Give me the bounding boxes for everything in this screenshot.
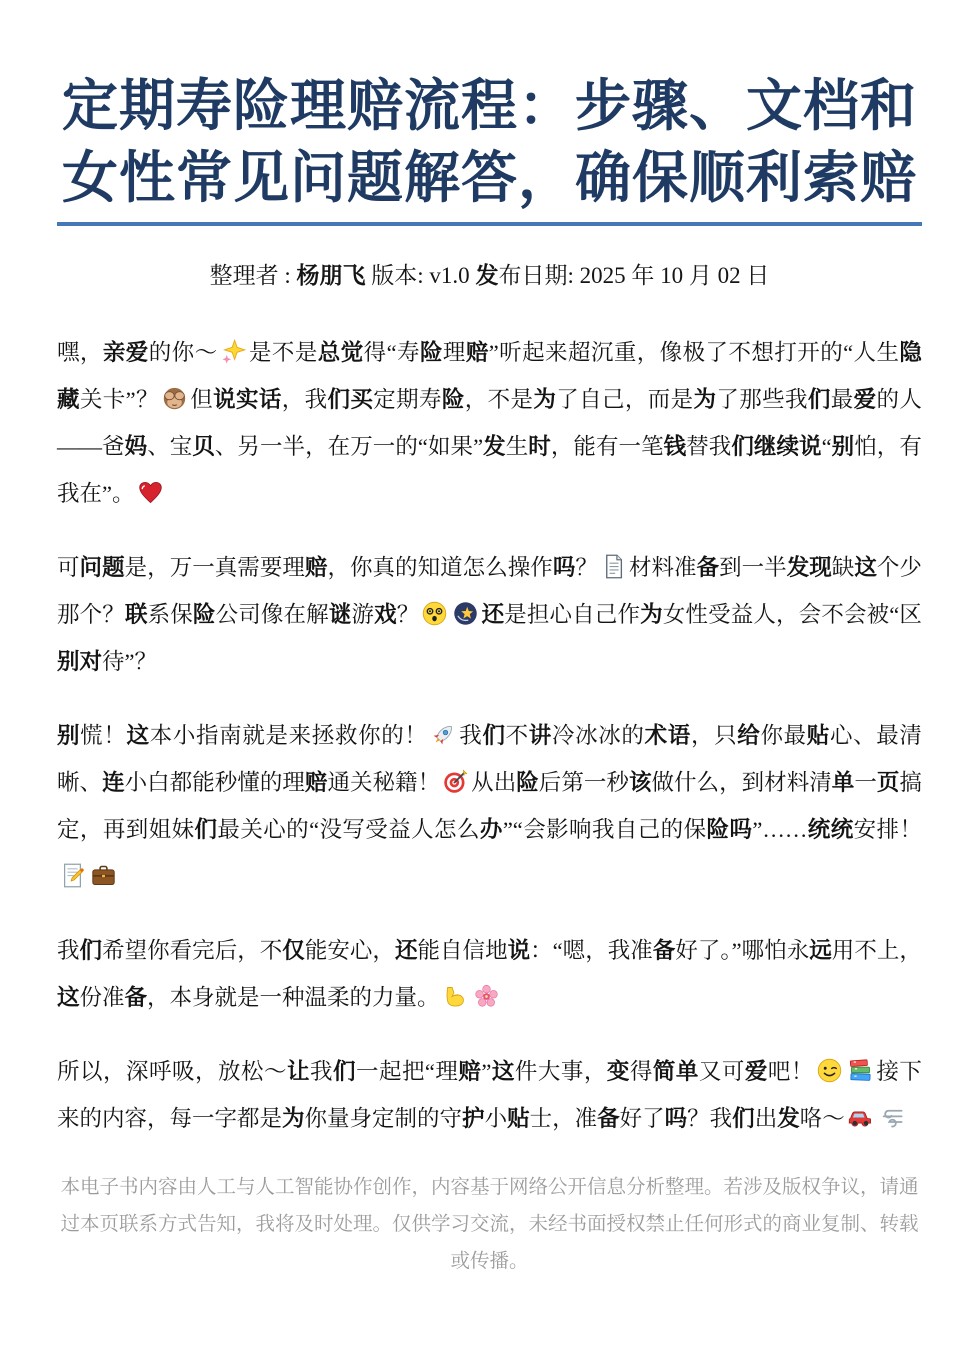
paragraph-reassurance: 我们希望你看完后，不仅能安心，还能自信地说：“嗯，我准备好了。”哪怕永远用不上，这份准备，本身就是一种温柔的力量。 <box>57 938 922 1010</box>
title-line-1: 定期寿险理赔流程：步骤、文档和 <box>62 74 917 137</box>
page-title <box>57 70 922 214</box>
dizzy-face-icon <box>421 600 448 627</box>
page-facing-up-icon <box>600 553 627 580</box>
cherry-blossom-icon <box>473 983 500 1010</box>
briefcase-icon <box>90 862 117 889</box>
memo-icon <box>59 862 86 889</box>
paragraph-problem: 可问题是，万一真需要理赔，你真的知道怎么操作吗？ 材料准备到一半发现缺这个少那个？联系保险公司像在解谜游戏？ 还是担心自己作为女性受益人，会不会被“区别对待”？ <box>57 555 922 674</box>
car-icon <box>847 1104 874 1131</box>
flexed-biceps-icon <box>442 983 469 1010</box>
books-icon <box>847 1057 874 1084</box>
disclaimer-text: 本电子书内容由人工与人工智能协作创作，内容基于网络公开信息分析整理。若涉及版权争议，请通过本页联系方式告知，我将及时处理。仅供学习交流，未经书面授权禁止任何形式的商业复制、转载或传播。 <box>60 1177 919 1272</box>
dizzy-star-icon <box>452 600 479 627</box>
target-icon <box>442 768 469 795</box>
see-no-evil-monkey-icon <box>161 385 188 412</box>
title-divider <box>57 222 922 226</box>
title-line-2: 女性常见问题解答，确保顺利索赔 <box>62 146 917 209</box>
paragraph-callout: 所以，深呼吸，放松～让我们一起把“理赔”这件大事，变得简单又可爱吧！ 接下来的内容，每一字都是为你量身定制的守护小贴士，准备好了吗？我们出发咯～ <box>57 1059 922 1131</box>
winking-face-icon <box>816 1057 843 1084</box>
page-footer <box>57 1169 922 1280</box>
rocket-icon <box>430 721 457 748</box>
byline: 整理者 : 杨朋飞 版本: v1.0 发布日期: 2025 年 10 月 02 日 <box>209 262 770 288</box>
paragraph-intro: 嘿，亲爱的你～ 是不是总觉得“寿险理赔”听起来超沉重，像极了不想打开的“人生隐藏关卡”？ 但说实话，我们买定期寿险，不是为了自己，而是为了那些我们最爱的人——爸妈、宝贝、另一半，在万一的“如果”发生时，能有一笔钱替我们继续说“别怕，有我在”。 <box>57 340 922 506</box>
dash-away-icon <box>878 1104 905 1131</box>
article-body <box>57 329 922 1142</box>
sparkles-icon <box>220 338 247 365</box>
red-heart-icon <box>137 479 164 506</box>
paragraph-guide-promise: 别慌！这本小指南就是来拯救你的！ 我们不讲冷冰冰的术语，只给你最贴心、最清晰、连小白都能秒懂的理赔通关秘籍！ 从出险后第一秒该做什么，到材料清单一页搞定，再到姐妹们最关心的“没写受益人怎么办”“会影响我自己的保险吗”……统统安排！ <box>57 712 922 900</box>
